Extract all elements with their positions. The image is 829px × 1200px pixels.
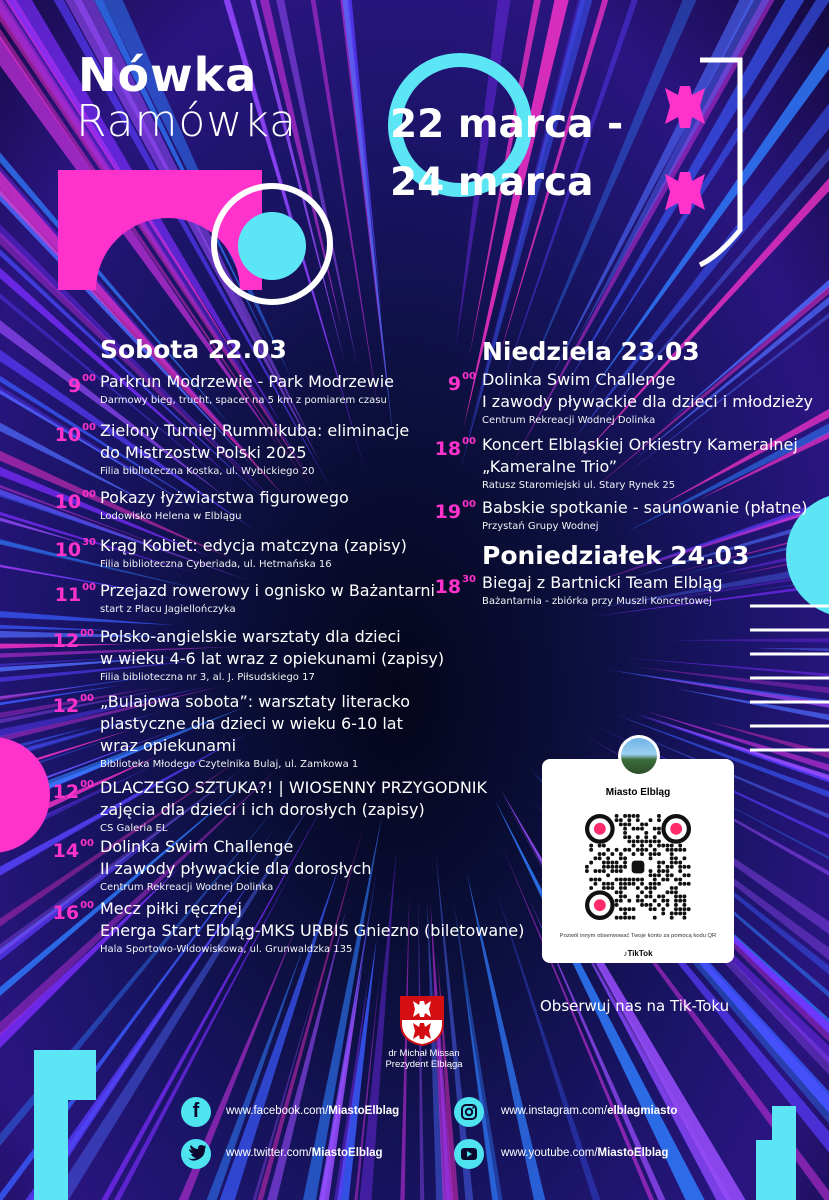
event-time [396,576,476,598]
event-title: w wieku 4-6 lat wraz z opiekunami (zapisy) [100,649,445,668]
event-location: Filia biblioteczna nr 3, al. J. Piłsudskiego 17 [100,672,315,683]
event-minutes: 00 [80,628,94,639]
event-title: „Kameralne Trio” [482,457,618,476]
event-title: II zawody pływackie dla dorosłych [100,859,372,878]
tiktok-brand-label: TikTok [627,949,653,958]
event-title: Pokazy łyżwiarstwa figurowego [100,488,349,507]
event-details [100,420,409,480]
event-hour: 12 [52,695,80,717]
event-hour: 11 [54,584,82,606]
event-minutes: 00 [82,489,96,500]
event-minutes: 00 [462,499,476,510]
event-location: Centrum Rekreacji Wodnej Dolinka [482,415,656,426]
date-end: 24 marca [390,160,594,205]
event-title: I zawody pływackie dla dzieci i młodzieży [482,392,813,411]
twitter-icon[interactable] [181,1139,211,1169]
event-time [396,501,476,523]
event-location: Ratusz Staromiejski ul. Stary Rynek 25 [482,480,676,491]
event-location: Filia biblioteczna Kostka, ul. Wybickiego 20 [100,466,315,477]
youtube-handle: MiastoElblag [597,1147,669,1159]
qr-caption: Pozwól innym obserwować Twoje konto za pomocą kodu QR [559,933,717,939]
event-title: wraz opiekunami [100,736,237,755]
event-details [100,898,524,958]
event-time [14,695,94,717]
event-time [16,539,96,561]
event-location: start z Placu Jagiellończyka [100,604,236,615]
instagram-handle: elblagmiasto [607,1105,678,1117]
event-hour: 14 [52,840,80,862]
event-hour: 12 [52,781,80,803]
event-details [100,371,394,409]
event-time [14,840,94,862]
event-minutes: 00 [80,900,94,911]
event-time [14,902,94,924]
event-minutes: 00 [82,582,96,593]
sunday-heading: Niedziela 23.03 [482,337,700,366]
event-details [100,580,435,618]
event-details [482,369,813,429]
event-hour: 18 [434,438,462,460]
event-details [100,777,487,837]
event-minutes: 00 [462,436,476,447]
event-title: Koncert Elbląskiej Orkiestry Kameralnej [482,435,798,454]
elblag-coat-of-arms-icon [399,995,445,1047]
instagram-link[interactable] [501,1105,677,1117]
event-time [14,781,94,803]
event-details [482,434,798,494]
event-time [16,424,96,446]
signature [370,1048,478,1070]
event-minutes: 30 [462,574,476,585]
twitter-handle: MiastoElblag [311,1147,383,1159]
follow-tiktok-text: Obserwuj nas na Tik-Toku [540,997,730,1015]
event-minutes: 00 [80,838,94,849]
event-location: Hala Sportowo-Widowiskowa, ul. Grunwaldzka 135 [100,944,353,955]
title-line-1: Nówka [78,48,258,102]
event-title: plastyczne dla dzieci w wieku 6-10 lat [100,714,403,733]
event-title: Przejazd rowerowy i ognisko w Bażantarni [100,581,435,600]
title-line-2: Ramówka [76,96,298,147]
event-details [100,836,372,896]
tiktok-note-icon: ♪ [623,949,628,958]
event-details [100,535,407,573]
event-hour: 9 [447,373,462,395]
event-minutes: 00 [80,693,94,704]
event-hour: 10 [54,539,82,561]
event-title: DLACZEGO SZTUKA?! | WIOSENNY PRZYGODNIK [100,778,487,797]
event-title: Parkrun Modrzewie - Park Modrzewie [100,372,395,391]
event-hour: 19 [434,501,462,523]
event-minutes: 30 [82,537,96,548]
event-location: Bażantarnia - zbiórka przy Muszli Koncertowej [482,596,712,607]
date-start: 22 marca - [390,102,624,147]
event-time [16,584,96,606]
event-title: Dolinka Swim Challenge [100,837,294,856]
event-hour: 16 [52,902,80,924]
qr-code-icon [585,814,691,920]
youtube-link[interactable] [501,1147,668,1159]
facebook-icon[interactable]: f [181,1097,211,1127]
tiktok-qr-card[interactable] [542,759,734,963]
date-range [390,96,623,212]
event-time [396,373,476,395]
event-title: Krąg Kobiet: edycja matczyna (zapisy) [100,536,407,555]
event-title: „Bulajowa sobota”: warsztaty literacko [100,692,410,711]
instagram-icon[interactable] [454,1097,484,1127]
event-hour: 12 [52,630,80,652]
event-title: Mecz piłki ręcznej [100,899,242,918]
event-details [100,626,444,686]
instagram-url-prefix: www.instagram.com/ [501,1105,608,1117]
facebook-url-prefix: www.facebook.com/ [226,1105,329,1117]
twitter-link[interactable] [226,1147,383,1159]
tiktok-account-name: Miasto Elbląg [605,787,671,798]
event-location: Filia biblioteczna Cyberiada, ul. Hetmańska 16 [100,559,332,570]
event-details [100,487,349,525]
event-minutes: 00 [80,779,94,790]
monday-heading: Poniedziałek 24.03 [482,541,750,570]
event-time [16,491,96,513]
tiktok-brand [542,949,734,958]
event-minutes: 00 [82,373,96,384]
event-minutes: 00 [462,371,476,382]
event-location: Lodowisko Helena w Elblągu [100,511,242,522]
event-time [16,375,96,397]
saturday-heading: Sobota 22.03 [100,335,287,364]
event-details [482,572,723,610]
event-location: Biblioteka Młodego Czytelnika Bulaj, ul. Zamkowa 1 [100,759,359,770]
youtube-icon[interactable] [454,1139,484,1169]
event-time [14,630,94,652]
facebook-link[interactable] [226,1105,399,1117]
signature-role: Prezydent Elbląga [385,1059,463,1070]
event-title: Zielony Turniej Rummikuba: eliminacje [100,421,410,440]
event-hour: 18 [434,576,462,598]
avatar [618,735,660,777]
twitter-url-prefix: www.twitter.com/ [226,1147,312,1159]
event-location: Centrum Rekreacji Wodnej Dolinka [100,882,274,893]
event-hour: 10 [54,491,82,513]
event-hour: 10 [54,424,82,446]
event-title: Babskie spotkanie - saunowanie (płatne) [482,498,808,517]
event-title: Polsko-angielskie warsztaty dla dzieci [100,627,401,646]
event-time [396,438,476,460]
event-details [482,497,808,535]
event-title: zajęcia dla dzieci i ich dorosłych (zapisy) [100,800,425,819]
event-location: Przystań Grupy Wodnej [482,521,599,532]
event-title: do Mistrzostw Polski 2025 [100,443,307,462]
signature-name: dr Michał Missan [388,1048,460,1059]
event-minutes: 00 [82,422,96,433]
event-location: CS Galeria EL [100,823,168,834]
facebook-handle: MiastoElblag [328,1105,400,1117]
event-hour: 9 [67,375,82,397]
event-title: Dolinka Swim Challenge [482,370,676,389]
youtube-url-prefix: www.youtube.com/ [501,1147,598,1159]
event-location: Darmowy bieg, trucht, spacer na 5 km z pomiarem czasu [100,395,387,406]
event-title: Biegaj z Bartnicki Team Elbląg [482,573,723,592]
event-title: Energa Start Elbląg-MKS URBIS Gniezno (biletowane) [100,921,525,940]
event-details [100,691,410,773]
